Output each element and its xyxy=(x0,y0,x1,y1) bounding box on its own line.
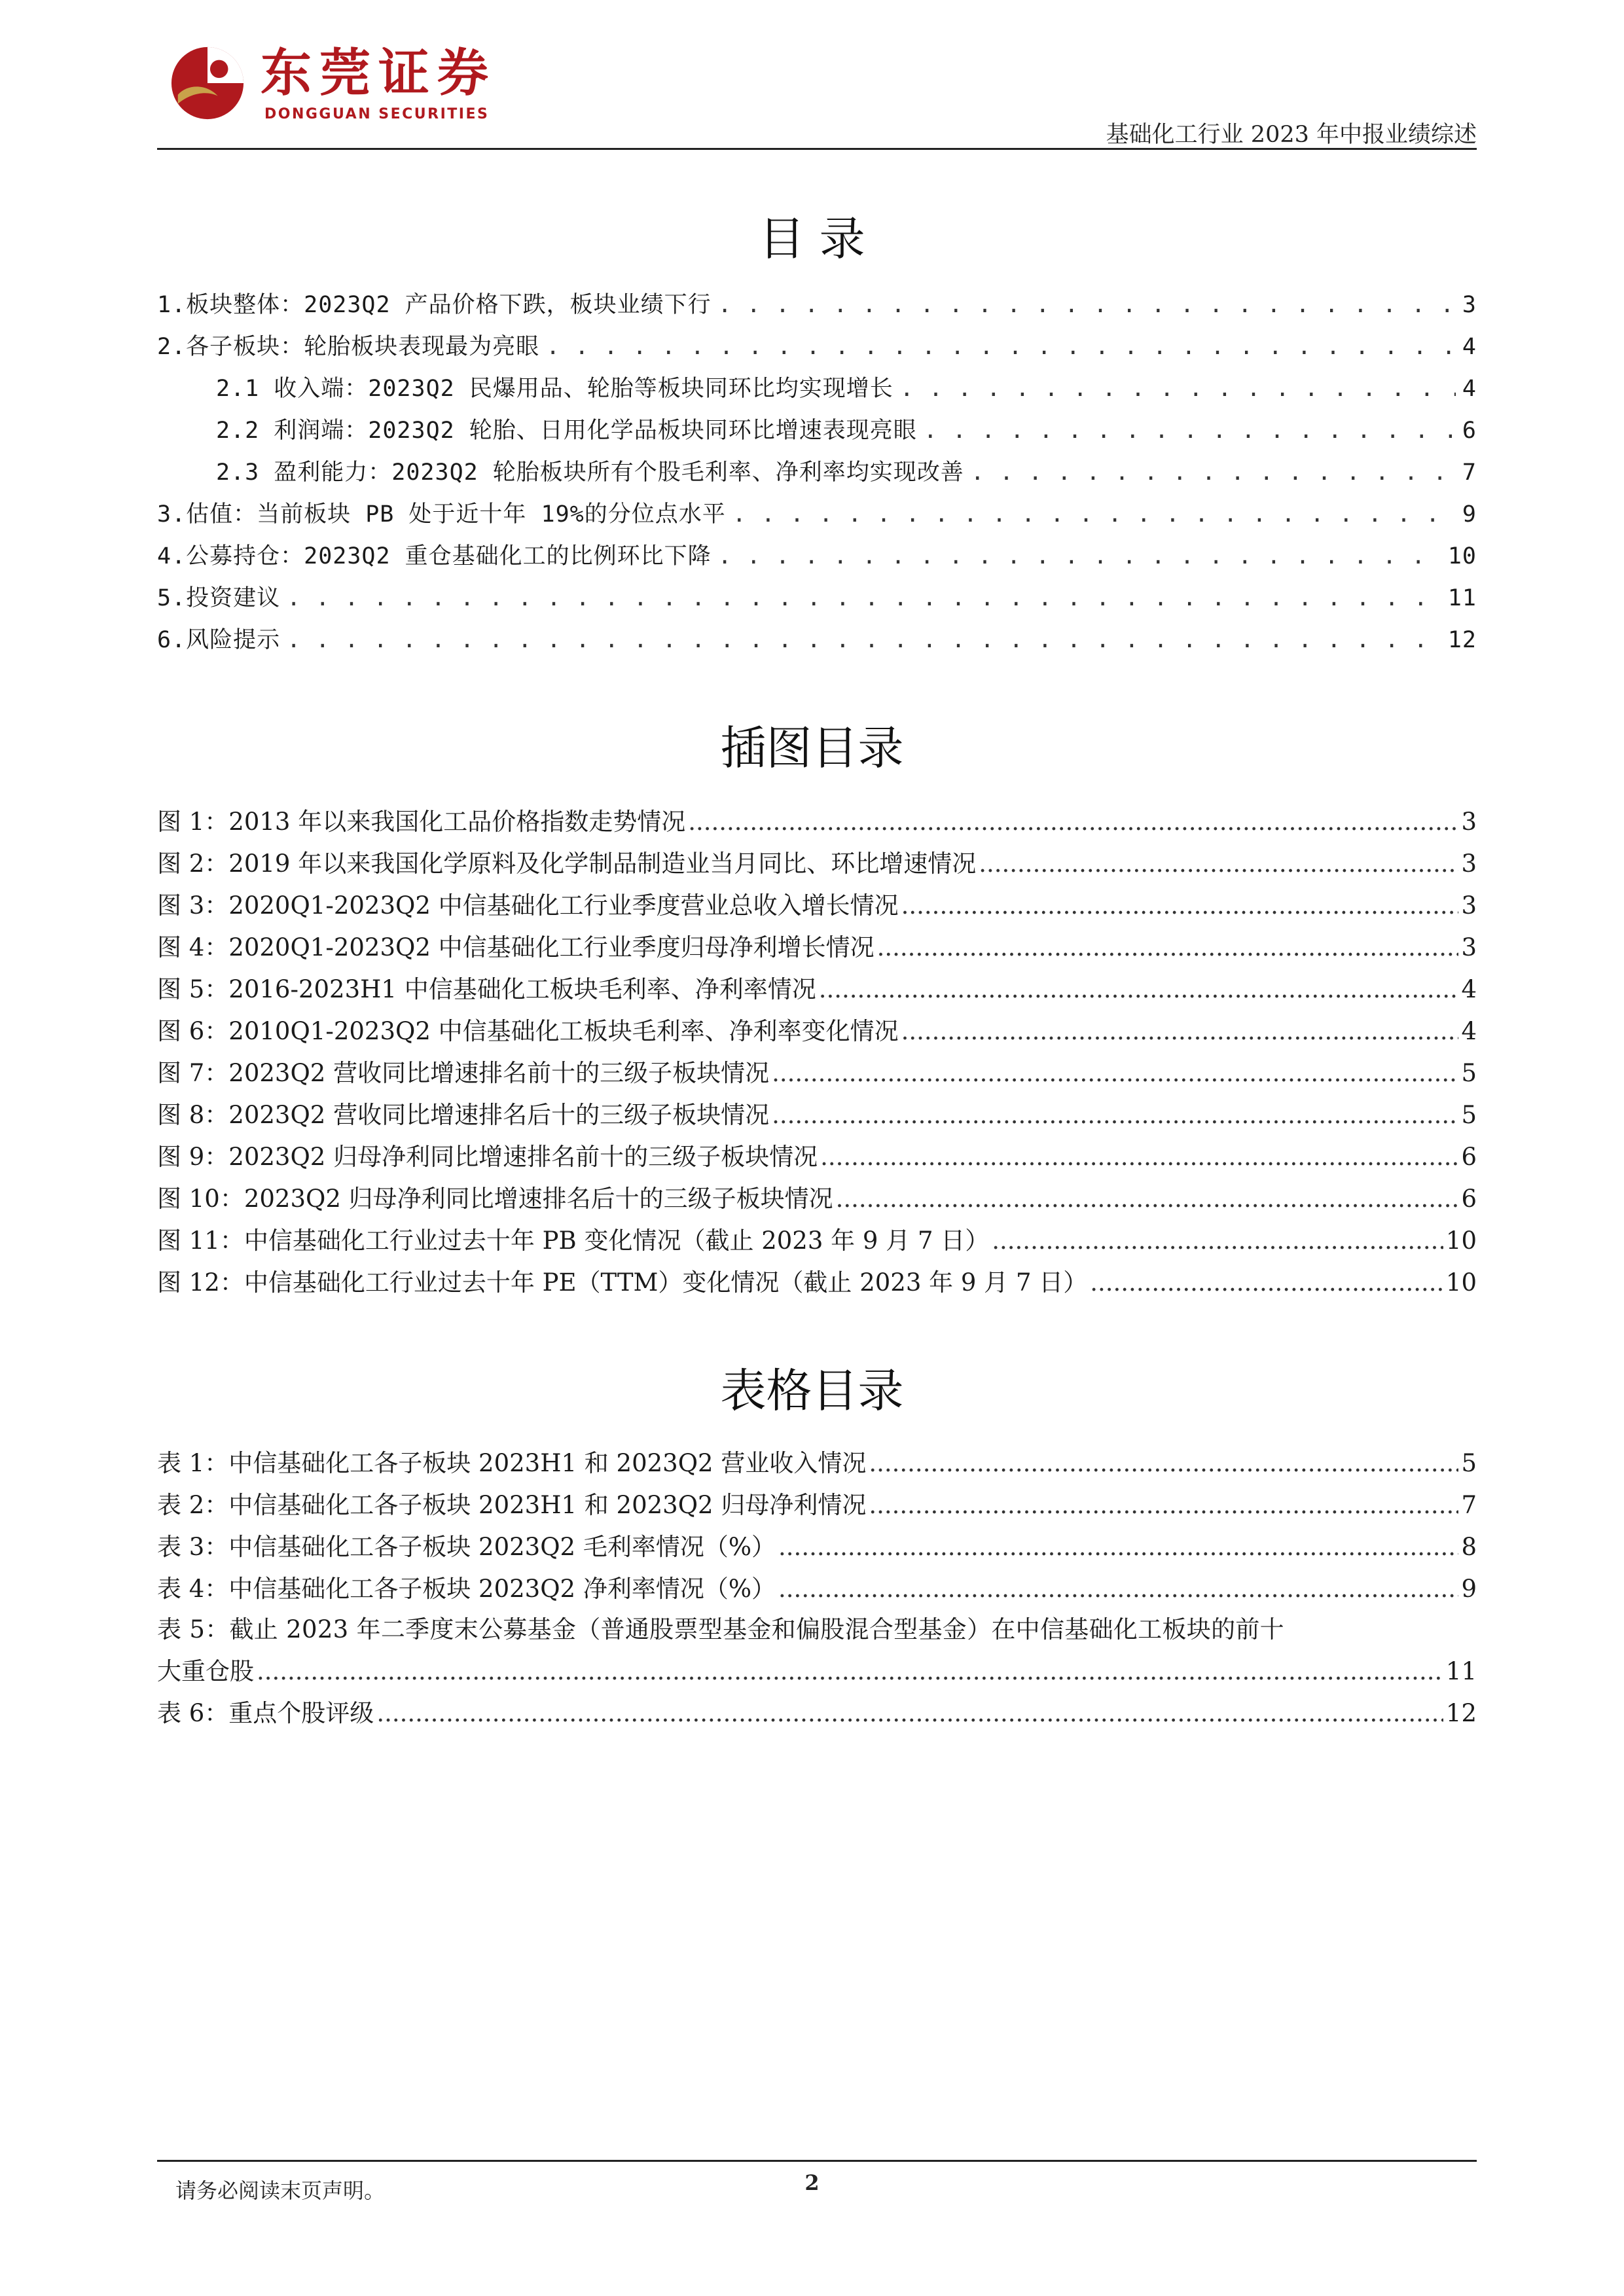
table-item-page: 7 xyxy=(1461,1491,1477,1519)
figure-item-label: 图 8：2023Q2 营收同比增速排名后十的三级子板块情况 xyxy=(157,1101,770,1129)
figure-item[interactable] xyxy=(157,1221,1477,1259)
figure-item[interactable] xyxy=(157,1263,1477,1300)
figure-item-page: 10 xyxy=(1445,1227,1477,1255)
figure-item[interactable] xyxy=(157,1011,1477,1049)
toc-item-label: 5.投资建议 xyxy=(157,585,281,611)
toc-item-page: 11 xyxy=(1447,585,1477,611)
leader-dots xyxy=(971,459,1456,486)
figure-item-page: 4 xyxy=(1461,1017,1477,1045)
toc-item-label: 2.2 利润端：2023Q2 轮胎、日用化学品板块同环比增速表现亮眼 xyxy=(216,418,917,444)
leader-dots xyxy=(718,543,1441,569)
table-item[interactable] xyxy=(157,1527,1477,1565)
toc-item-label: 6.风险提示 xyxy=(157,627,281,653)
leader-dots xyxy=(836,1185,1459,1213)
toc-item-page: 6 xyxy=(1462,418,1477,444)
toc-item-page: 7 xyxy=(1462,459,1477,486)
toc-item-page: 4 xyxy=(1462,334,1477,360)
table-item[interactable] xyxy=(157,1485,1477,1523)
leader-dots xyxy=(546,334,1456,360)
figure-item-label: 图 3：2020Q1-2023Q2 中信基础化工行业季度营业总收入增长情况 xyxy=(157,891,899,920)
company-logo xyxy=(169,41,497,132)
table-item-page: 9 xyxy=(1461,1575,1477,1603)
figure-item-label: 图 4：2020Q1-2023Q2 中信基础化工行业季度归母净利增长情况 xyxy=(157,933,875,961)
figure-item-label: 图 7：2023Q2 营收同比增速排名前十的三级子板块情况 xyxy=(157,1059,770,1087)
figure-item-page: 10 xyxy=(1445,1268,1477,1297)
figure-item[interactable] xyxy=(157,927,1477,965)
leader-dots xyxy=(732,501,1456,528)
table-item-label: 表 2：中信基础化工各子板块 2023H1 和 2023Q2 归母净利情况 xyxy=(157,1491,867,1519)
leader-dots xyxy=(376,1699,1443,1727)
table-item-page: 8 xyxy=(1461,1533,1477,1561)
toc-item-label: 4.公募持仓：2023Q2 重仓基础化工的比例环比下降 xyxy=(157,543,712,569)
toc-item[interactable] xyxy=(157,370,1477,408)
toc-item-page: 10 xyxy=(1447,543,1477,569)
figure-item-page: 3 xyxy=(1461,933,1477,961)
leader-dots xyxy=(901,891,1459,920)
toc-item[interactable] xyxy=(157,287,1477,325)
page-number: 2 xyxy=(804,2170,820,2195)
figure-item[interactable] xyxy=(157,1137,1477,1175)
table-item-label: 表 3：中信基础化工各子板块 2023Q2 毛利率情况（%） xyxy=(157,1533,776,1561)
leader-dots xyxy=(778,1575,1458,1603)
figure-item-page: 6 xyxy=(1461,1185,1477,1213)
toc-item-page: 12 xyxy=(1447,627,1477,653)
footer-divider xyxy=(157,2160,1477,2162)
toc-item[interactable] xyxy=(157,580,1477,618)
figure-item-label: 图 2：2019 年以来我国化学原料及化学制品制造业当月同比、环比增速情况 xyxy=(157,850,977,878)
figure-item-page: 5 xyxy=(1461,1101,1477,1129)
leader-dots xyxy=(979,850,1458,878)
toc-item-label: 2.各子板块：轮胎板块表现最为亮眼 xyxy=(157,334,540,360)
figure-item-label: 图 6：2010Q1-2023Q2 中信基础化工板块毛利率、净利率变化情况 xyxy=(157,1017,899,1045)
table-item[interactable] xyxy=(157,1651,1477,1689)
toc-item[interactable] xyxy=(157,538,1477,576)
toc-item-label: 3.估值：当前板块 PB 处于近十年 19%的分位点水平 xyxy=(157,501,726,528)
leader-dots xyxy=(869,1449,1458,1477)
table-item-label: 表 4：中信基础化工各子板块 2023Q2 净利率情况（%） xyxy=(157,1575,776,1603)
figure-item-label: 图 1：2013 年以来我国化工品价格指数走势情况 xyxy=(157,808,686,836)
toc-item-page: 9 xyxy=(1462,501,1477,528)
figure-item-page: 3 xyxy=(1461,808,1477,836)
toc-item[interactable] xyxy=(157,329,1477,367)
leader-dots xyxy=(287,627,1441,653)
table-item-page: 12 xyxy=(1445,1699,1477,1727)
figure-item[interactable] xyxy=(157,969,1477,1007)
leader-dots xyxy=(901,1017,1459,1045)
figure-item[interactable] xyxy=(157,886,1477,924)
toc-item-label: 1.板块整体：2023Q2 产品价格下跌，板块业绩下行 xyxy=(157,292,712,318)
tables-title: 表格目录 xyxy=(720,1364,904,1418)
leader-dots xyxy=(778,1533,1458,1561)
figure-item-label: 图 11：中信基础化工行业过去十年 PB 变化情况（截止 2023 年 9 月 7 日） xyxy=(157,1227,990,1255)
toc-item-page: 3 xyxy=(1462,292,1477,318)
toc-item-page: 4 xyxy=(1462,376,1477,402)
table-item[interactable] xyxy=(157,1569,1477,1607)
table-item-5-line1[interactable]: 表 5：截止 2023 年二季度末公募基金（普通股票型基金和偏股混合型基金）在中信基础化工板块的前十 xyxy=(157,1615,1284,1643)
table-item-label: 大重仓股 xyxy=(157,1657,254,1685)
table-item-label: 表 1：中信基础化工各子板块 2023H1 和 2023Q2 营业收入情况 xyxy=(157,1449,867,1477)
leader-dots xyxy=(869,1491,1458,1519)
toc-title: 目 录 xyxy=(759,212,865,266)
figure-item[interactable] xyxy=(157,802,1477,840)
toc-item[interactable] xyxy=(157,496,1477,534)
leader-dots xyxy=(257,1657,1443,1685)
leader-dots xyxy=(992,1227,1443,1255)
toc-item[interactable] xyxy=(157,412,1477,450)
table-item[interactable] xyxy=(157,1693,1477,1731)
figure-item-label: 图 12：中信基础化工行业过去十年 PE（TTM）变化情况（截止 2023 年 9 月 7 日） xyxy=(157,1268,1088,1297)
table-item-label: 表 6：重点个股评级 xyxy=(157,1699,374,1727)
table-item[interactable] xyxy=(157,1443,1477,1481)
toc-item-label: 2.3 盈利能力：2023Q2 轮胎板块所有个股毛利率、净利率均实现改善 xyxy=(216,459,964,486)
figure-item-page: 5 xyxy=(1461,1059,1477,1087)
figure-item[interactable] xyxy=(157,844,1477,882)
toc-item[interactable] xyxy=(157,454,1477,492)
disclaimer-note: 请务必阅读末页声明。 xyxy=(175,2178,386,2203)
leader-dots xyxy=(820,1143,1458,1171)
figure-item[interactable] xyxy=(157,1095,1477,1133)
logo-text-cn: 东莞证券 xyxy=(261,43,497,103)
figure-item-label: 图 10：2023Q2 归母净利同比增速排名后十的三级子板块情况 xyxy=(157,1185,833,1213)
leader-dots xyxy=(924,418,1456,444)
figure-item-page: 3 xyxy=(1461,891,1477,920)
figure-item-page: 4 xyxy=(1461,975,1477,1003)
logo-text-en: DONGGUAN SECURITIES xyxy=(264,106,490,122)
leader-dots xyxy=(772,1101,1458,1129)
toc-item-label: 2.1 收入端：2023Q2 民爆用品、轮胎等板块同环比均实现增长 xyxy=(216,376,893,402)
figures-title: 插图目录 xyxy=(720,721,904,775)
leader-dots xyxy=(819,975,1459,1003)
leader-dots xyxy=(900,376,1456,402)
leader-dots xyxy=(718,292,1456,318)
leader-dots xyxy=(1090,1268,1443,1297)
figure-item-label: 图 5：2016-2023H1 中信基础化工板块毛利率、净利率情况 xyxy=(157,975,816,1003)
table-item-page: 5 xyxy=(1461,1449,1477,1477)
report-subtitle: 基础化工行业 2023 年中报业绩综述 xyxy=(1106,122,1477,148)
table-item-page: 11 xyxy=(1445,1657,1477,1685)
leader-dots xyxy=(688,808,1458,836)
leader-dots xyxy=(287,585,1441,611)
header-divider xyxy=(157,148,1477,150)
leader-dots xyxy=(877,933,1459,961)
logo-mark-icon xyxy=(169,45,246,122)
figure-item[interactable] xyxy=(157,1179,1477,1217)
figure-item-page: 3 xyxy=(1461,850,1477,878)
figure-item[interactable] xyxy=(157,1053,1477,1091)
figure-item-label: 图 9：2023Q2 归母净利同比增速排名前十的三级子板块情况 xyxy=(157,1143,818,1171)
toc-item[interactable] xyxy=(157,622,1477,660)
figure-item-page: 6 xyxy=(1461,1143,1477,1171)
leader-dots xyxy=(772,1059,1458,1087)
